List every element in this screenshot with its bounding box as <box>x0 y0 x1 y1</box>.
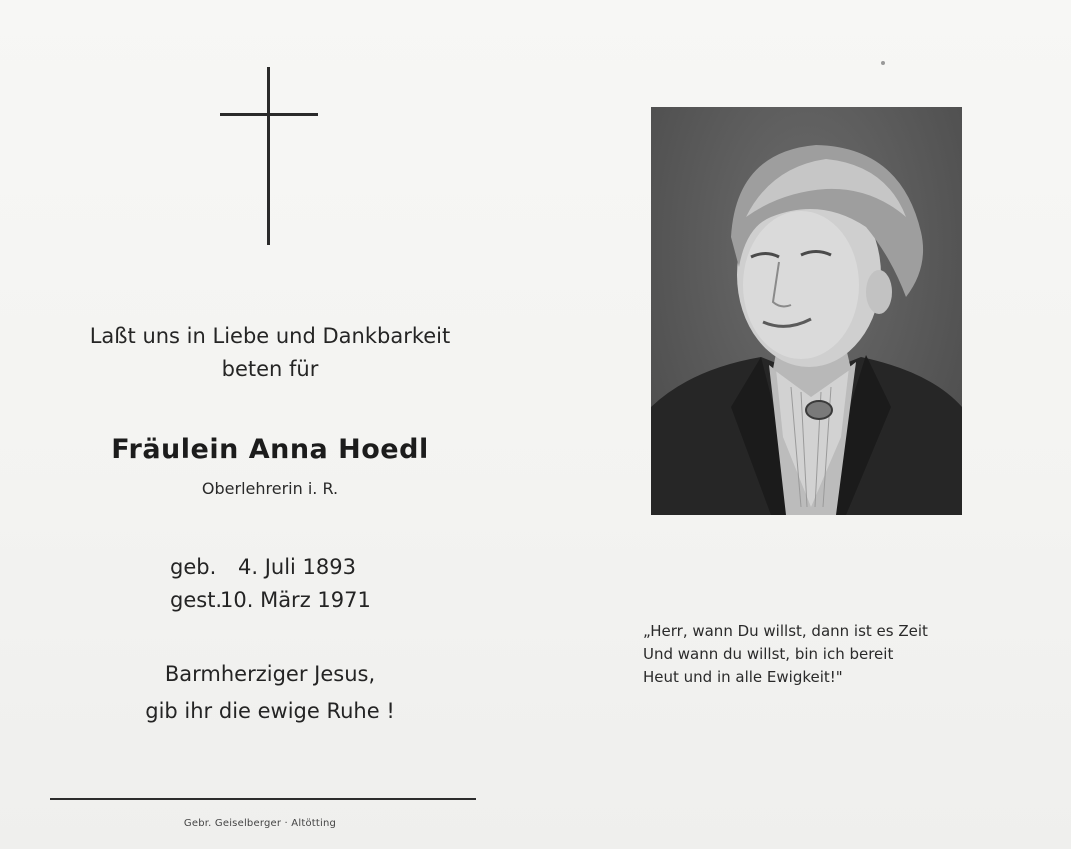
birth-label: geb. <box>170 555 217 579</box>
quote-text <box>643 620 1043 689</box>
prayer-line-1: Barmherziger Jesus, <box>164 662 376 686</box>
quote-line-2: Und wann du willst, bin ich bereit <box>643 645 894 663</box>
deceased-title: Oberlehrerin i. R. <box>201 479 339 498</box>
print-speck <box>881 61 885 65</box>
death-label: gest. <box>170 588 223 612</box>
cross-horizontal-bar <box>220 113 318 116</box>
life-dates <box>40 551 500 617</box>
birth-date: 4. Juli 1893 <box>238 555 357 579</box>
cross-icon <box>220 67 318 245</box>
deceased-name: Fräulein Anna Hoedl <box>111 434 429 465</box>
birth-line <box>40 551 500 584</box>
quote-line-1: „Herr, wann Du willst, dann ist es Zeit <box>643 622 928 640</box>
death-date: 10. März 1971 <box>220 588 371 612</box>
quote-line-3: Heut und in alle Ewigkeit!" <box>643 668 843 686</box>
prayer-text <box>40 656 500 730</box>
intro-text <box>40 320 500 386</box>
portrait-photo <box>651 107 962 515</box>
portrait-illustration <box>651 107 962 515</box>
printer-credit: Gebr. Geiselberger · Altötting <box>183 818 337 829</box>
intro-line-2: beten für <box>221 357 319 381</box>
death-line <box>40 584 500 617</box>
intro-line-1: Laßt uns in Liebe und Dankbarkeit <box>89 324 451 348</box>
prayer-line-2: gib ihr die ewige Ruhe ! <box>145 699 395 723</box>
footer-divider <box>50 798 476 800</box>
cross-vertical-bar <box>267 67 270 245</box>
